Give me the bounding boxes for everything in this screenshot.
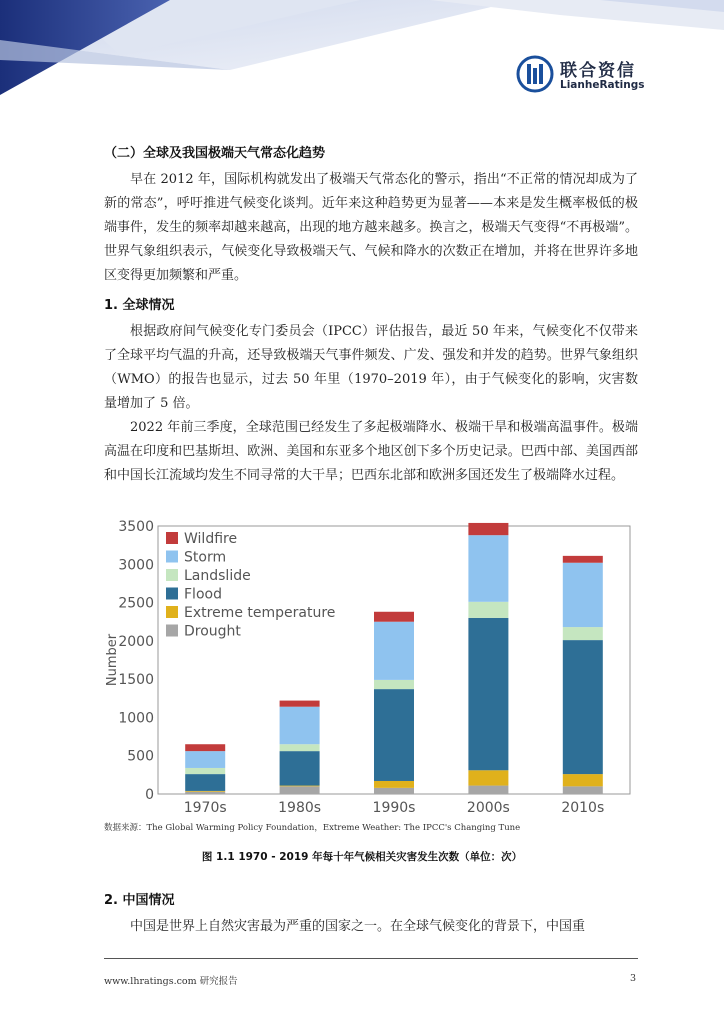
x-tick-label: 2000s (466, 800, 510, 816)
legend-label: Extreme temperature (184, 605, 336, 621)
bar-wildfire-1970s (185, 744, 225, 751)
y-axis-label: Number (105, 633, 120, 687)
china-section (104, 891, 638, 939)
bar-wildfire-2010s (563, 556, 603, 563)
bar-extreme-temperature-1970s (185, 791, 225, 792)
x-tick-label: 1970s (183, 800, 227, 816)
company-logo (516, 55, 646, 95)
footer-website: www.lhratings.com 研究报告 (104, 976, 238, 987)
intro-paragraph: 早在 2012 年，国际机构就发出了极端天气常态化的警示，指出“不正常的情况却成为了新的常态”，呼吁推进气候变化谈判。近年来这种趋势更为显著——本来是发生概率极低的极端事件，发生的频率却越来越高，出现的地方越来越多。换言之，极端天气变得“不再极端”。世界气象组织表示，气候变化导致极端天气、气候和降水的次数正在增加，并将在世界许多地区变得更加频繁和严重。 (104, 172, 638, 283)
bar-drought-1980s (280, 786, 320, 794)
y-tick-label: 500 (127, 748, 154, 765)
china-paragraph: 中国是世界上自然灾害最为严重的国家之一。在全球气候变化的背景下，中国重 (130, 919, 586, 934)
y-tick-label: 2000 (118, 633, 154, 650)
x-tick-label: 1980s (278, 800, 322, 816)
y-tick-label: 1500 (118, 672, 154, 689)
bar-landslide-2000s (468, 602, 508, 618)
legend-label: Storm (184, 549, 227, 566)
y-tick-label: 0 (145, 787, 154, 803)
y-tick-label: 2500 (118, 595, 154, 612)
legend-label: Drought (184, 623, 241, 640)
section-heading: （二）全球及我国极端天气常态化趋势 (104, 146, 326, 161)
legend-swatch (166, 606, 178, 618)
legend-label: Wildfire (184, 531, 238, 547)
footer-divider (104, 958, 638, 959)
x-tick-label: 1990s (372, 800, 416, 816)
bar-landslide-1990s (374, 680, 414, 689)
bar-extreme-temperature-2000s (468, 770, 508, 785)
y-tick-label: 1000 (118, 710, 154, 727)
bar-wildfire-2000s (468, 523, 508, 535)
bar-extreme-temperature-2010s (563, 774, 603, 786)
legend-label: Flood (184, 586, 222, 603)
bar-flood-1980s (280, 751, 320, 785)
bar-drought-2000s (468, 786, 508, 794)
global-paragraph-2: 2022 年前三季度，全球范围已经发生了多起极端降水、极端干旱和极端高温事件。极端高温在印度和巴基斯坦、欧洲、美国和东亚多个地区创下多个历史记录。巴西中部、美国西部和中国长江流域均发生不同寻常的大干旱；巴西东北部和欧洲多国还发生了极端降水过程。 (104, 420, 638, 483)
bar-landslide-1980s (280, 744, 320, 751)
figure-caption: 图 1.1 1970 - 2019 年每十年气候相关灾害发生次数（单位：次） (201, 851, 523, 863)
legend-swatch (166, 551, 178, 563)
bar-storm-1980s (280, 707, 320, 745)
logo-mark-icon (516, 55, 554, 93)
global-paragraph-1: 根据政府间气候变化专门委员会（IPCC）评估报告，最近 50 年来，气候变化不仅带来了全球平均气温的升高，还导致极端天气事件频发、广发、强发和并发的趋势。世界气象组织（WMO）的报告也显示，过去 50 年里（1970–2019 年），由于气候变化的影响，灾害数量增加了 5 倍。 (104, 324, 638, 411)
bar-drought-1970s (185, 792, 225, 794)
bar-flood-2010s (563, 640, 603, 774)
bar-flood-1990s (374, 689, 414, 781)
stacked-bar-chart (100, 518, 640, 818)
bar-drought-2010s (563, 786, 603, 794)
legend-swatch (166, 625, 178, 637)
bar-storm-2010s (563, 563, 603, 627)
disaster-chart (100, 518, 640, 818)
legend-label: Landslide (184, 568, 251, 584)
logo-english-name: LianheRatings (560, 79, 645, 91)
bar-flood-1970s (185, 774, 225, 791)
bar-storm-2000s (468, 535, 508, 602)
legend-swatch (166, 588, 178, 600)
page-number: 3 (630, 973, 637, 984)
bar-wildfire-1980s (280, 701, 320, 707)
bar-storm-1990s (374, 622, 414, 680)
bar-landslide-1970s (185, 768, 225, 774)
logo-chinese-name: 联合资信 (560, 61, 636, 81)
china-heading: 2. 中国情况 (104, 893, 175, 908)
bar-flood-2000s (468, 618, 508, 770)
global-heading: 1. 全球情况 (104, 298, 175, 313)
bar-drought-1990s (374, 788, 414, 794)
y-tick-label: 3000 (118, 557, 154, 574)
bar-extreme-temperature-1990s (374, 781, 414, 788)
y-tick-label: 3500 (118, 519, 154, 535)
legend-swatch (166, 532, 178, 544)
main-content (104, 144, 638, 488)
figure-source: 数据来源：The Global Warming Policy Foundation，Extreme Weather: The IPCC's Changing Tune (104, 823, 521, 833)
bar-extreme-temperature-1980s (280, 786, 320, 787)
x-tick-label: 2010s (561, 800, 605, 816)
bar-wildfire-1990s (374, 612, 414, 622)
bar-storm-1970s (185, 751, 225, 768)
legend-swatch (166, 569, 178, 581)
bar-landslide-2010s (563, 627, 603, 640)
